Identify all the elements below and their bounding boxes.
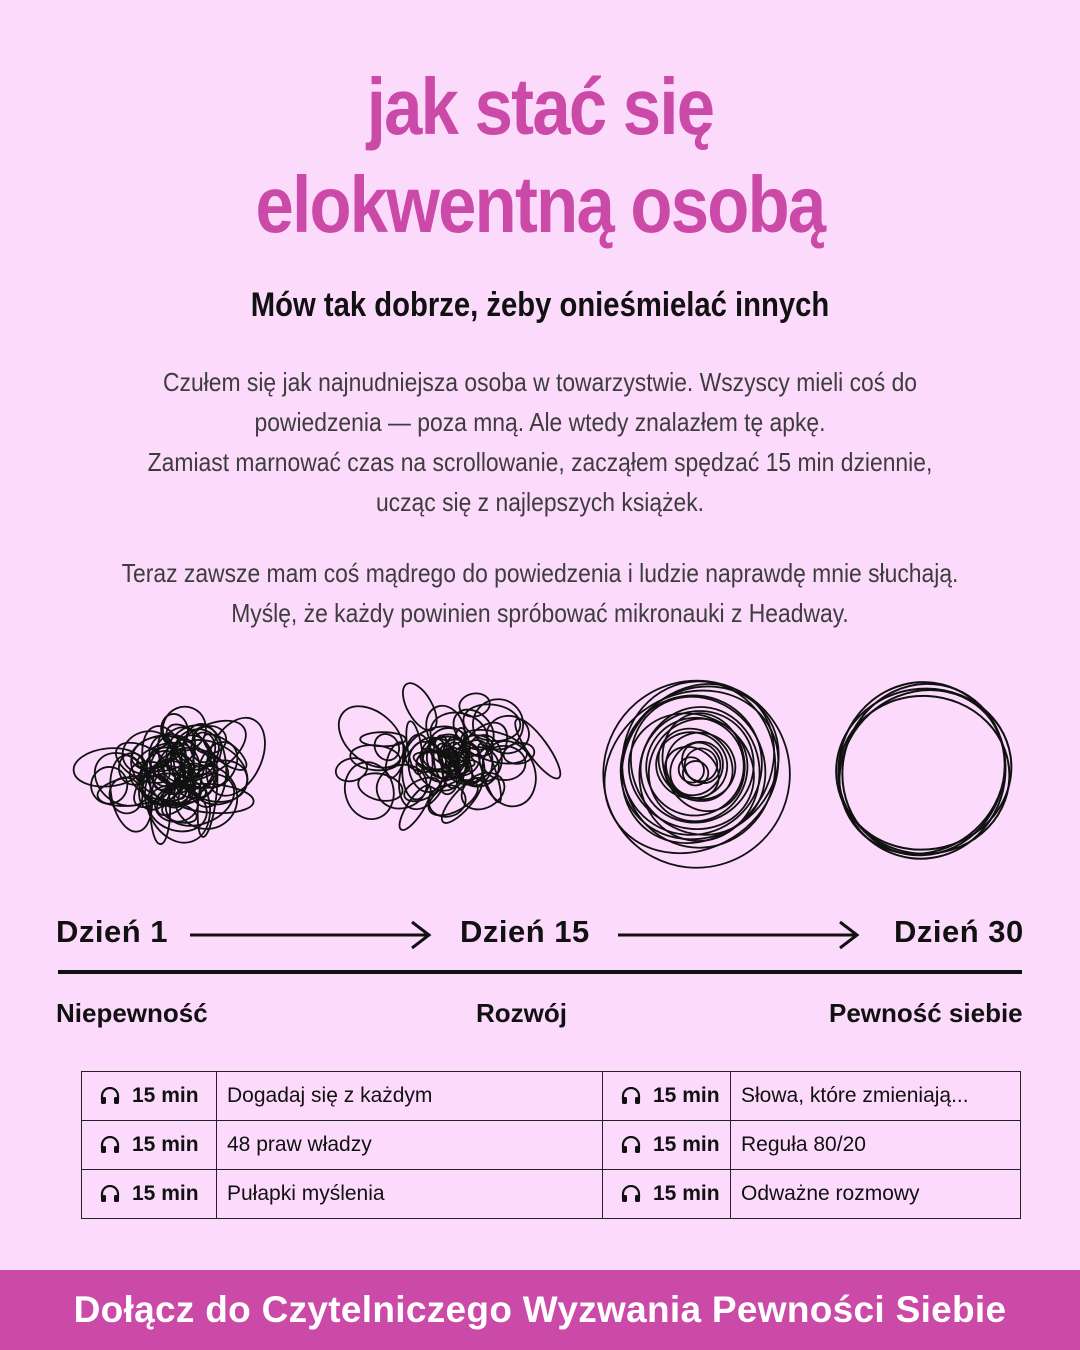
headphones-icon <box>100 1136 120 1154</box>
duration-cell <box>82 1170 217 1219</box>
duration-cell <box>603 1121 731 1170</box>
table-row <box>82 1121 1021 1170</box>
stage-label-uncertainty: Niepewność <box>56 998 208 1028</box>
testimonial-paragraph-2 <box>65 553 1015 633</box>
spiral-scribble-icon <box>574 654 809 880</box>
subtitle: Mów tak dobrze, żeby onieśmielać innych <box>250 286 830 324</box>
duration-label: 15 min <box>653 1084 720 1107</box>
progress-scribbles <box>0 650 1080 880</box>
stage-label-confidence: Pewność siebie <box>829 998 1023 1028</box>
arrow-right-icon <box>190 918 435 952</box>
headphones-icon <box>621 1136 641 1154</box>
day-1-label: Dzień 1 <box>56 914 169 949</box>
book-title[interactable]: Reguła 80/20 <box>731 1121 1021 1170</box>
book-title[interactable]: Dogadaj się z każdym <box>217 1072 603 1121</box>
duration-cell <box>82 1072 217 1121</box>
duration-label: 15 min <box>132 1133 199 1156</box>
clean-circle-icon <box>806 656 1039 880</box>
book-title[interactable]: Słowa, które zmieniają... <box>731 1072 1021 1121</box>
headphones-icon <box>621 1087 641 1105</box>
duration-label: 15 min <box>653 1182 720 1205</box>
tangled-scribble-icon <box>72 700 277 852</box>
paragraph-line: ucząc się z najlepszych książek. <box>375 487 705 517</box>
day-15-label: Dzień 15 <box>460 914 590 949</box>
title-line-2: elokwentną osobą <box>255 160 825 249</box>
table-row <box>82 1072 1021 1121</box>
arrow-right-icon <box>618 918 863 952</box>
headphones-icon <box>100 1087 120 1105</box>
headphones-icon <box>621 1185 641 1203</box>
paragraph-line: Teraz zawsze mam coś mądrego do powiedzenia i ludzie naprawdę mnie słuchają. <box>121 558 959 588</box>
duration-label: 15 min <box>132 1084 199 1107</box>
duration-label: 15 min <box>132 1182 199 1205</box>
paragraph-line: Zamiast marnować czas na scrollowanie, zacząłem spędzać 15 min dziennie, <box>147 447 933 477</box>
duration-cell <box>603 1072 731 1121</box>
book-table <box>81 1071 1021 1219</box>
paragraph-line: Czułem się jak najnudniejsza osoba w towarzystwie. Wszyscy mieli coś do <box>162 367 918 397</box>
paragraph-line: powiedzenia — poza mną. Ale wtedy znalazłem tę apkę. <box>254 407 826 437</box>
messy-scribble-icon <box>327 678 567 834</box>
timeline-divider <box>58 970 1022 974</box>
book-title[interactable]: Pułapki myślenia <box>217 1170 603 1219</box>
page-title <box>76 58 1005 254</box>
book-title[interactable]: Odważne rozmowy <box>731 1170 1021 1219</box>
headphones-icon <box>100 1185 120 1203</box>
stage-label-growth: Rozwój <box>476 998 567 1028</box>
paragraph-line: Myślę, że każdy powinien spróbować mikronauki z Headway. <box>231 598 849 628</box>
table-row <box>82 1170 1021 1219</box>
book-title[interactable]: 48 praw władzy <box>217 1121 603 1170</box>
duration-cell <box>603 1170 731 1219</box>
testimonial-paragraph-1 <box>65 362 1015 522</box>
duration-label: 15 min <box>653 1133 720 1156</box>
cta-banner[interactable] <box>0 1270 1080 1350</box>
title-line-1: jak stać się <box>366 62 714 151</box>
cta-text[interactable]: Dołącz do Czytelniczego Wyzwania Pewności Siebie <box>73 1289 1007 1330</box>
duration-cell <box>82 1121 217 1170</box>
day-30-label: Dzień 30 <box>894 914 1024 949</box>
